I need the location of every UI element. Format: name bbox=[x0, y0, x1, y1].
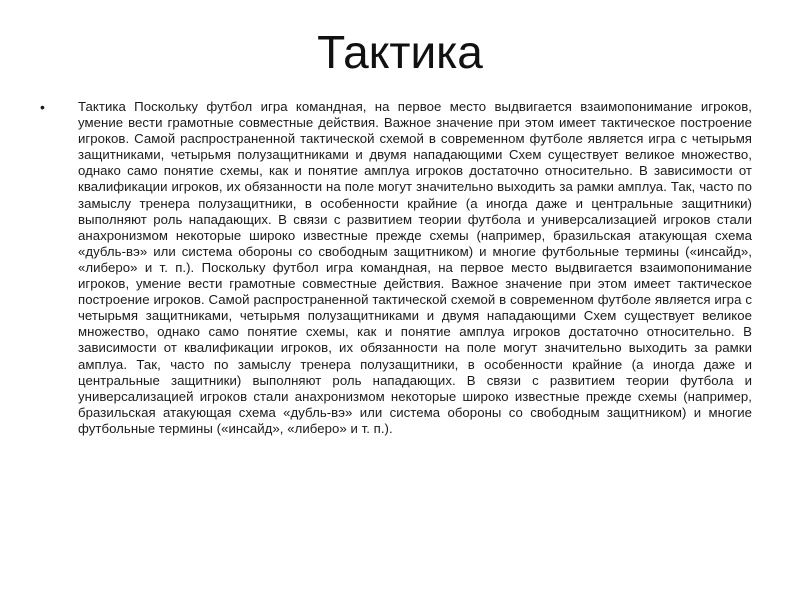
bullet-item bbox=[40, 99, 752, 437]
body-paragraph: Тактика Поскольку футбол игра командная, на первое место выдвигается взаимопонимание игроков, умение вести грамотные совместные действия. Важное значение при этом имеет тактическое построение игроков. Самой распространенной тактической схемой в современном футболе является игра с четырьмя защитниками, четырьмя полузащитниками и двумя нападающими Схем существует великое множество, однако само понятие схемы, как и понятие амплуа игроков достаточно относительно. В зависимости от квалификации игроков, их обязанности на поле могут значительно выходить за рамки амплуа. Так, часто по замыслу тренера полузащитники, в особенности крайние (а иногда даже и центральные защитники) выполняют роль нападающих. В связи с развитием теории футбола и универсализацией игроков стали анахронизмом некоторые широко известные прежде схемы (например, бразильская атакующая схема «дубль-вэ» или система обороны со свободным защитником) и многие футбольные термины («инсайд», «либеро» и т. п.). Поскольку футбол игра командная, на первое место выдвигается взаимопонимание игроков, умение вести грамотные совместные действия. Важное значение при этом имеет тактическое построение игроков. Самой распространенной тактической схемой в современном футболе является игра с четырьмя защитниками, четырьмя полузащитниками и двумя нападающими Схем существует великое множество, однако само понятие схемы, как и понятие амплуа игроков достаточно относительно. В зависимости от квалификации игроков, их обязанности на поле могут значительно выходить за рамки амплуа. Так, часто по замыслу тренера полузащитники, в особенности крайние (а иногда даже и центральные защитники) выполняют роль нападающих. В связи с развитием теории футбола и универсализацией игроков стали анахронизмом некоторые широко известные прежде схемы (например, бразильская атакующая схема «дубль-вэ» или система обороны со свободным защитником) и многие футбольные термины («инсайд», «либеро» и т. п.). bbox=[78, 99, 752, 436]
slide-title: Тактика bbox=[317, 26, 483, 78]
bullet-icon: • bbox=[40, 99, 45, 115]
